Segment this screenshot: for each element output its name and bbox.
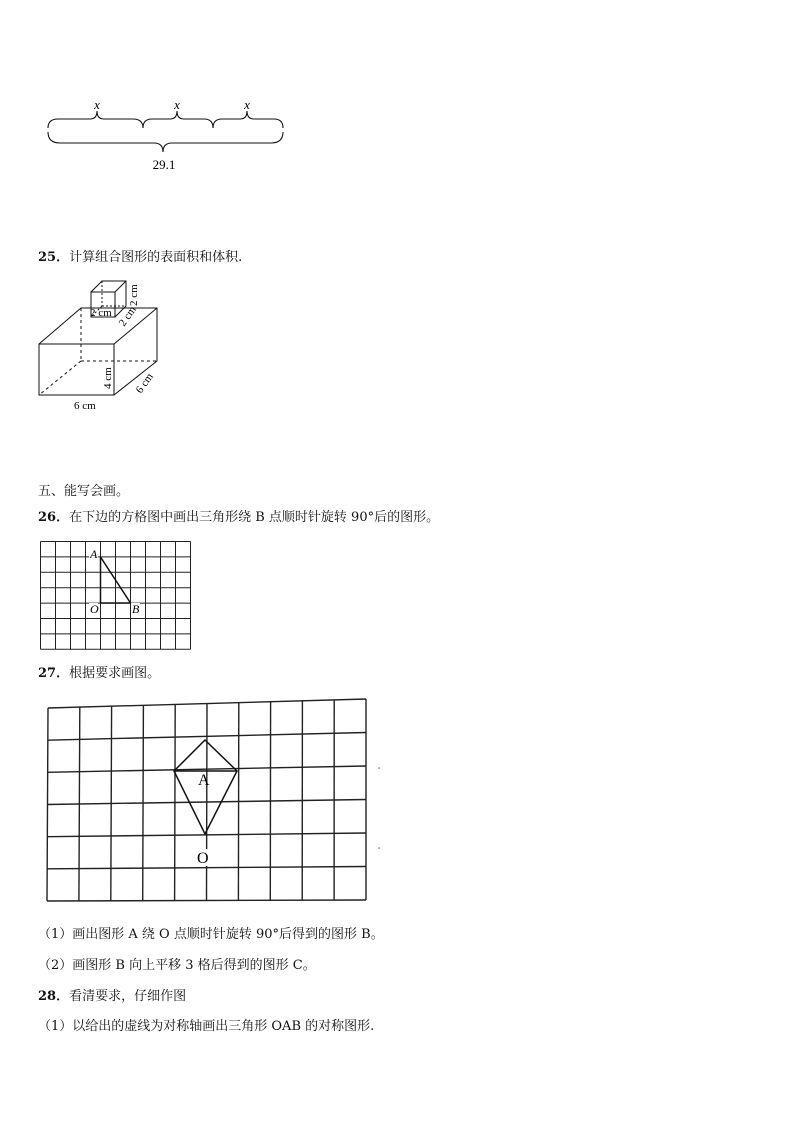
- q26-line: [38, 509, 439, 527]
- q25-text: 计算组合图形的表面积和体积.: [69, 250, 243, 265]
- brace-label-x-2: x: [174, 97, 180, 112]
- q25-cuboid-figure: [34, 276, 168, 416]
- q27-number: 27．: [38, 666, 70, 681]
- bottom-brace: [48, 132, 283, 152]
- small-cube-height-label: 2 cm: [128, 284, 140, 306]
- q27-text: 根据要求画图。: [69, 666, 161, 681]
- brace-diagram: [40, 92, 300, 176]
- small-cube-depth-label: 2 cm: [116, 304, 139, 329]
- q28-sub1: （1）以给出的虚线为对称轴画出三角形 OAB 的对称图形.: [38, 1019, 375, 1034]
- q27-speck: [378, 767, 380, 769]
- q26-label-a: A: [90, 547, 98, 561]
- brace-label-x-3: x: [244, 97, 250, 112]
- q27-label-o: O: [197, 850, 209, 867]
- big-cuboid-depth-label: 6 cm: [133, 371, 156, 396]
- big-cuboid-width-label: 6 cm: [74, 400, 96, 412]
- q28-line: [38, 988, 186, 1006]
- top-brace-3: [213, 111, 283, 128]
- top-brace-2: [143, 111, 213, 128]
- q27-grid: [44, 696, 384, 906]
- q25-number: 25．: [38, 250, 70, 265]
- q26-grid: [40, 541, 194, 650]
- brace-label-x-1: x: [94, 97, 100, 112]
- q26-number: 26．: [38, 510, 70, 525]
- q28-text: 看清要求，仔细作图: [69, 989, 187, 1004]
- q27-label-a: A: [198, 772, 210, 789]
- q27-sub2: （2）画图形 B 向上平移 3 格后得到的图形 C。: [38, 958, 316, 973]
- top-brace-1: [48, 111, 143, 128]
- big-cuboid-height-label: 4 cm: [102, 367, 114, 389]
- q27-line: [38, 665, 160, 683]
- section-five-heading: 五、能写会画。: [38, 484, 130, 499]
- q26-text: 在下边的方格图中画出三角形绕 B 点顺时针旋转 90°后的图形。: [69, 510, 440, 525]
- q28-number: 28．: [38, 989, 70, 1004]
- q26-label-o: O: [90, 602, 99, 616]
- q27-sub1: （1）画出图形 A 绕 O 点顺时针旋转 90°后得到的图形 B。: [38, 927, 384, 942]
- q26-label-b: B: [132, 602, 140, 616]
- brace-total-label: 29.1: [152, 157, 176, 172]
- q27-grid-hline: [47, 900, 366, 901]
- small-cube-front-label: 2 cm: [90, 307, 112, 319]
- q25-line: [38, 249, 242, 267]
- q27-speck-2: [378, 847, 380, 849]
